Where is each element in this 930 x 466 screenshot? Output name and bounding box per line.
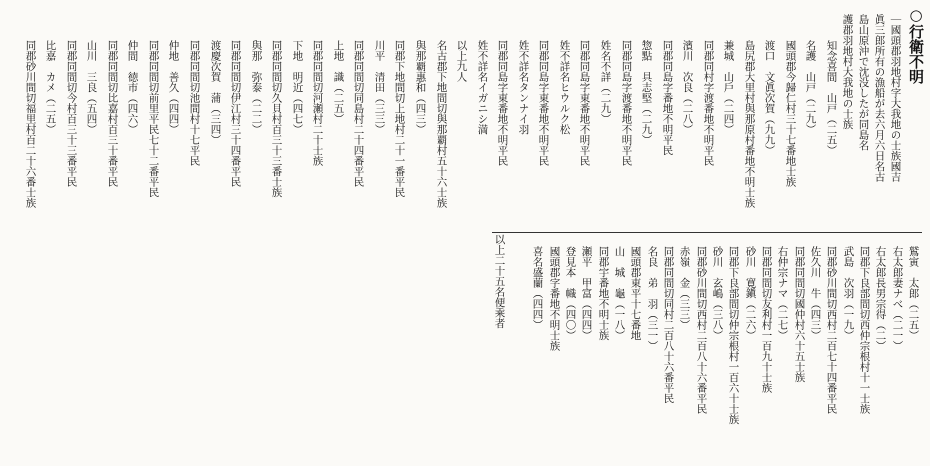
bottom-column: 右太郎妻ナべ（二一） — [891, 246, 904, 351]
top-column: 以上九人 — [455, 40, 468, 82]
bottom-column: 同郡下良部間切仲宗根村一百六十士族 — [727, 246, 740, 425]
bottom-column: 登見本 幟（四〇） — [564, 246, 577, 341]
top-column: 國頭郡今歸仁村三十七番地士族 — [784, 40, 797, 187]
top-column: 同郡同島字東番地不明平民 — [537, 40, 550, 166]
top-column: 同郡同間切河瀬村二十士族 — [311, 40, 324, 166]
bottom-column: 喜名盛蘭（四四） — [531, 246, 544, 330]
top-column: 同郡同間切今村百三十三番平民 — [65, 40, 78, 187]
top-column: 仲間 徳市（四六） — [126, 40, 139, 135]
top-column: 同郡同島字東番地不明平民 — [578, 40, 591, 166]
intro-column: 眞三郎所有の漁船が去六月六日名古 — [873, 14, 886, 182]
bottom-column: 同郡下良部間切西仲宗根村十一士族 — [858, 246, 871, 414]
top-column: 同郡同間切伊江村三十四番平民 — [229, 40, 242, 187]
bottom-column: 同郡同間切友利村一百九十士族 — [760, 246, 773, 393]
intro-column: 護郡羽地村大我地の士族 — [841, 14, 854, 130]
top-column: 兼城 山戶（二四） — [722, 40, 735, 135]
top-column: 知念喜間 山戸（二五） — [825, 40, 838, 156]
top-column: 名古郡下地間切與那覇村五十六士族 — [435, 40, 448, 208]
bottom-column: 右仲宗ナマ（二七） — [776, 246, 789, 341]
bottom-column: 山 城 龜（一八） — [613, 246, 626, 341]
article-heading: ○行衛不明 — [907, 6, 925, 84]
top-column: 上地 識（二五） — [332, 40, 345, 124]
top-column: 比嘉 カメ（二五） — [44, 40, 57, 135]
top-column: 同郡同島字渡番地不明平民 — [620, 40, 633, 166]
top-column: 同郡同間切池間村十七平民 — [188, 40, 201, 166]
top-column: 名護 山戸（二九） — [804, 40, 817, 135]
top-column: 同郡同島字番地不明平民 — [661, 40, 674, 156]
bottom-column: 國頭郡字番地不明士族 — [548, 246, 561, 351]
bottom-column: 砂川 玄嶋（三八） — [711, 246, 724, 341]
top-column: 惣點 具志堅（二九） — [640, 40, 653, 145]
top-column: 同郡同島字東番地不明平民 — [496, 40, 509, 166]
bottom-column: 砂川 寛鎭（二六） — [744, 246, 757, 341]
top-column: 下地 明近（四七） — [291, 40, 304, 135]
top-column: 同郡砂川間切福里村百二十六番士族 — [24, 40, 37, 208]
top-column: 濱川 次良（二八） — [681, 40, 694, 135]
intro-column: 島山原沖で沈没したが同島名 — [857, 14, 870, 151]
bottom-column: 名良 弟 羽（三一） — [646, 246, 659, 351]
top-column: 同郡同間切久貝村百三十三番士族 — [270, 40, 283, 198]
bottom-column: 同郡同間切國仲村六十五士族 — [793, 246, 806, 383]
top-column: 同郡同間切比嘉村百三十番平民 — [106, 40, 119, 187]
top-column: 島尻郡大里村與那原村番地不明士族 — [743, 40, 756, 208]
bottom-column: 同郡砂川間切西村二百七十四番平民 — [825, 246, 838, 414]
top-column: 川平 清田（三三） — [373, 40, 386, 135]
top-column: 姓不詳名ヒウルク松 — [558, 40, 571, 135]
top-column: 與那 弥泰（二二） — [250, 40, 263, 135]
top-column: 姓不詳名タンナイ羽 — [517, 40, 530, 135]
top-column: 姓不詳名イガニシ満 — [476, 40, 489, 135]
separator-text: 以上二十五名便乘者 — [493, 234, 506, 329]
bottom-column: 佐久川 牛（四三） — [809, 246, 822, 341]
bottom-column: 同郡砂川間切西村二百八十六番平民 — [695, 246, 708, 414]
top-column: 渡口 文眞次賀（九九） — [763, 40, 776, 156]
bottom-column: 右太郎長男宗得（二） — [874, 246, 887, 351]
bottom-column: 武島 次羽（一九） — [842, 246, 855, 341]
top-column: 姓名不詳（二九） — [599, 40, 612, 124]
bottom-column: 赤嶺 金（三三） — [678, 246, 691, 330]
top-column: 同郡同間切同島村二十四番平民 — [352, 40, 365, 187]
top-column: 同郡同間切前里平民七十二番平民 — [147, 40, 160, 198]
top-column: 仲地 善久（四四） — [167, 40, 180, 135]
bottom-column: 國頭郡東平十七番地 — [629, 246, 642, 341]
top-column: 與那覇惠和（四三） — [414, 40, 427, 135]
bottom-column: 同郡同間切同村二百八十六番平民 — [662, 246, 675, 404]
intro-column: ｜國頭郡羽地村字大我地の士族國吉 — [889, 14, 902, 182]
bottom-column: 鷲寅 太郎（二五） — [907, 246, 920, 341]
section-divider — [492, 232, 922, 233]
top-column: 山川 三良（五四） — [85, 40, 98, 135]
top-column: 同郡同村字渡番地不明平民 — [702, 40, 715, 166]
top-column: 渡慶次賀 蒲（三四） — [209, 40, 222, 145]
bottom-column: 瀬平 甲富（四四） — [580, 246, 593, 341]
top-column: 同郡下地間切上地村二十一番平民 — [393, 40, 406, 198]
bottom-column: 同郡宇番地不明士族 — [597, 246, 610, 341]
